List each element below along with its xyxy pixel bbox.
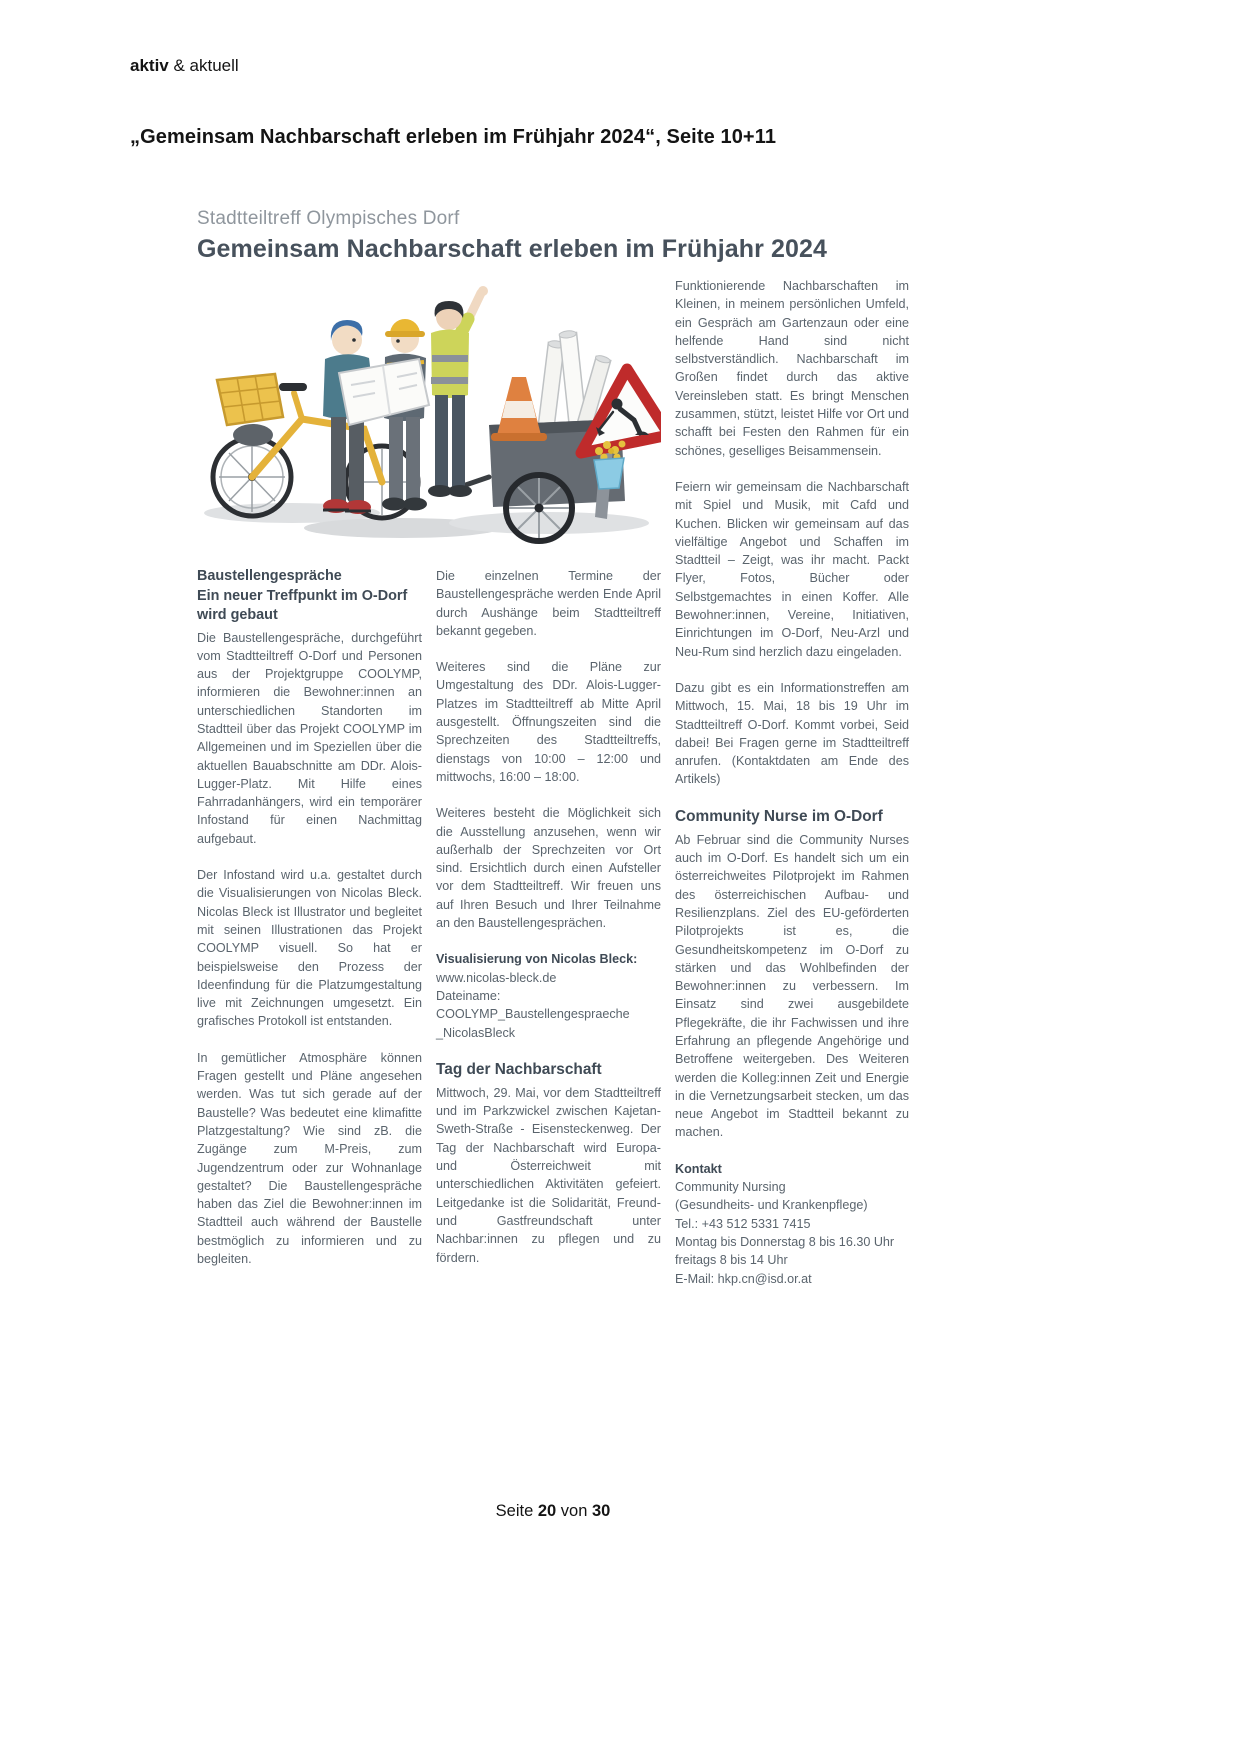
column-left: [197, 567, 422, 1268]
article-kicker: Stadtteiltreff Olympisches Dorf: [197, 208, 460, 229]
dateiname-label: Dateiname:: [436, 988, 501, 1003]
paragraph: Ab Februar sind die Community Nurses auch im O-Dorf. Es handelt sich um ein österreichweites Pilotprojekt im Rahmen des österreichischen Aufbau- und Resilienzplans. Ziel des EU-geförderten Pilotprojekts ist es, die Gesundheitskompetenz im O-Dorf zu stärken und das Wohlbefinden der Bewohner:innen zu verbessern. Im Einsatz sind zwei ausgebildete Pflegekräfte, die ihr Fachwissen und ihre Erfahrung an pflegende Angehörige und Betroffene weitergeben. Des Weiteren werden die Kolleg:innen Zeit und Energie in die Vernetzungsarbeit stecken, um das neue Angebot im Stadtteil bekannt zu machen.: [675, 832, 909, 1140]
article-clipping: [197, 208, 909, 1288]
brand-bold: aktiv: [130, 56, 169, 75]
visualisierung-block: [436, 950, 661, 1041]
page-footer: [197, 1502, 909, 1521]
heading-community-nurse: Community Nurse im O-Dorf: [675, 807, 883, 825]
heading-tag-der-nachbarschaft: Tag der Nachbarschaft: [436, 1060, 602, 1078]
paragraph: In gemütlicher Atmosphäre können Fragen gestellt und Pläne angesehen werden. Was tut sich gerade auf der Baustelle? Was bedeutet eine klimafitte Platzgestaltung? Wie sind zB. die Zugänge zum M-Preis, zum Jugendzentrum oder zur Wohnanlage gestaltet? Die Baustellengespräche haben das Ziel die Bewohner:innen im Stadtteil auch während der Baustelle bestmöglich zu informieren und zu begleiten.: [197, 1050, 422, 1266]
footer-total-pages: 30: [591, 1502, 611, 1520]
paragraph: Mittwoch, 29. Mai, vor dem Stadtteiltreff und im Parkzwickel zwischen Kajetan-Sweth-Straße - Eisensteckenweg. Der Tag der Nachbarschaft wird Europa- und Österreichweit mit unterschiedlichen Aktivitäten gefeiert. Leitgedanke ist die Solidarität, Freund- und Gastfreundschaft unter Nachbar:innen zu pflegen und zu fördern.: [436, 1085, 661, 1265]
column-right: [675, 277, 909, 1288]
person-raised-arm: [428, 286, 488, 497]
paragraph: Feiern wir gemeinsam die Nachbarschaft mit Spiel und Musik, mit Cafd und Kuchen. Blicken wir gemeinsam auf das vielfältige Angebot und Schaffen im Stadtteil – Zeigt, was ihr macht. Packt Flyer, Fotos, Bücher oder Selbstgemachtes in einen Koffer. Alle Bewohner:innen, Vereine, Initiativen, Einrichtungen im O-Dorf, Neu-Arzl und Neu-Rum sind herzlich dazu eingeladen.: [675, 479, 909, 659]
column-left-heading: Baustellengespräche Ein neuer Treffpunkt im O-Dorf wird gebaut: [197, 568, 408, 623]
paragraph: Der Infostand wird u.a. gestaltet durch die Visualisierungen von Nicolas Bleck. Nicolas Bleck ist Illustrator und begleitet mit seinen Illustrationen das Projekt COOLYMP visuell. So hat er beispielsweise den Prozess der Ideenfindung für die Platzumgestaltung live mit Zeichnungen umgesetzt. Ein grafisches Protokoll ist entstanden.: [197, 868, 422, 1029]
paragraph: Die Baustellengespräche, durchgeführt vom Stadtteiltreff O-Dorf und Personen aus der Projektgruppe COOLYMP, informieren die Bewohner:innen an unterschiedlichen Standorten im Stadtteil über das Projekt COOLYMP im Allgemeinen und im Speziellen über die aktuellen Bauabschnitte am DDr. Alois-Lugger-Platz. Mit Hilfe eines Fahrradanhängers, wird ein temporärer Infostand für einen Nachmittag aufgebaut.: [197, 630, 422, 846]
kontakt-line: Tel.: +43 512 5331 7415: [675, 1216, 811, 1231]
kontakt-line: Montag bis Donnerstag 8 bis 16.30 Uhr: [675, 1234, 895, 1249]
newsletter-brand: [130, 56, 239, 76]
article-illustration: [197, 277, 661, 559]
footer-current-page: 20: [537, 1502, 557, 1520]
paragraph: Die einzelnen Termine der Baustellengespräche werden Ende April durch Aushänge beim Stadtteiltreff bekannt gegeben.: [436, 569, 661, 638]
dateiname-value: _NicolasBleck: [436, 1025, 516, 1040]
ground-shadows: [204, 503, 649, 538]
footer-seite-label: Seite: [495, 1502, 538, 1520]
kontakt-line: freitags 8 bis 14 Uhr: [675, 1253, 788, 1268]
kontakt-line: Community Nursing: [675, 1180, 786, 1195]
footer-von-label: von: [556, 1502, 592, 1520]
traffic-cone-icon: [491, 377, 547, 441]
paragraph: Dazu gibt es ein Informationstreffen am Mittwoch, 15. Mai, 18 bis 19 Uhr im Stadtteiltreff O-Dorf. Kommt vorbei, Seid dabei! Bei Fragen gerne im Stadtteiltreff anrufen. (Kontaktdaten am Ende des Artikels): [675, 680, 909, 787]
kontakt-line: (Gesundheits- und Krankenpflege): [675, 1198, 868, 1213]
column-middle: [436, 567, 661, 1268]
website-text: www.nicolas-bleck.de: [436, 970, 557, 985]
kontakt-block: [675, 1160, 909, 1288]
paragraph: Weiteres besteht die Möglichkeit sich die Ausstellung anzusehen, wenn wir außerhalb der Sprechzeiten vor Ort sind. Ersichtlich durch einen Aufsteller vor dem Stadtteiltreff. Wir freuen uns auf Ihren Besuch und Ihrer Teilnahme an den Baustellengesprächen.: [436, 806, 661, 931]
brand-rest: & aktuell: [168, 56, 239, 75]
dateiname-value: COOLYMP_Baustellengespraeche: [436, 1007, 630, 1022]
kontakt-line: E-Mail: hkp.cn@isd.or.at: [675, 1271, 812, 1286]
paragraph: Weiteres sind die Pläne zur Umgestaltung des DDr. Alois-Lugger-Platzes im Stadtteiltreff ab Mitte April ausgestellt. Öffnungszeiten sind die Sprechzeiten des Stadtteiltreffs, dienstags von 10:00 – 12:00 und mittwochs, 16:00 – 18:00.: [436, 660, 661, 784]
visualisierung-label: Visualisierung von Nicolas Bleck:: [436, 952, 638, 967]
paragraph: Funktionierende Nachbarschaften im Kleinen, in meinem persönlichen Umfeld, ein Gespräch am Gartenzaun oder eine helfende Hand sind nicht selbstverständlich. Nachbarschaft im Großen findet durch das aktive Vereinsleben statt. Es bringt Menschen zusammen, stützt, leistet Hilfe vor Ort und schafft bei Festen den Rahmen für ein schönes, geselliges Beisammensein.: [675, 279, 909, 458]
article-headline: Gemeinsam Nachbarschaft erleben im Frühjahr 2024: [197, 235, 828, 263]
kontakt-label: Kontakt: [675, 1161, 722, 1176]
page-title: „Gemeinsam Nachbarschaft erleben im Frühjahr 2024“, Seite 10+11: [130, 126, 777, 148]
